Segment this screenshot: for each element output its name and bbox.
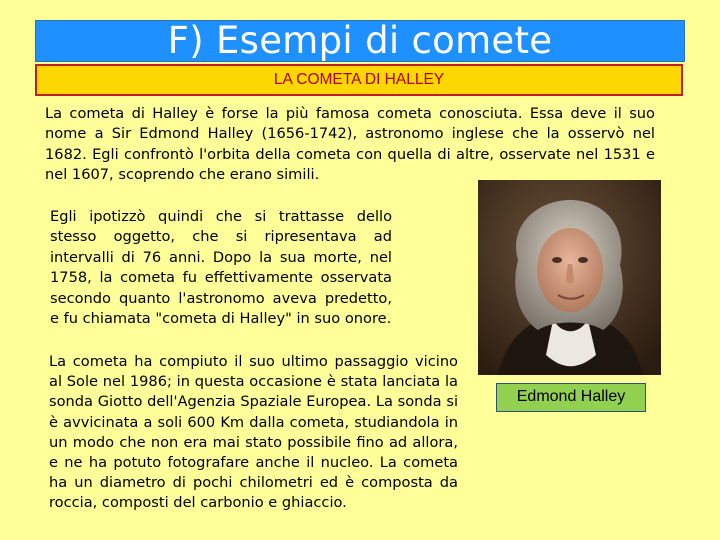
title-bar — [35, 20, 685, 62]
portrait-caption: Edmond Halley — [496, 383, 646, 412]
paragraph-intro: La cometa di Halley è forse la più famosa cometa conosciuta. Essa deve il suo nome a Sir Edmond Halley (1656-1742), astronomo inglese che la osservò nel 1682. Egli confrontò l'orbita della cometa con quella di altre, osservate nel 1531 e nel 1607, scoprendo che erano simili. — [45, 105, 655, 184]
halley-portrait-image — [478, 180, 661, 375]
page-title: F) Esempi di comete — [167, 19, 553, 62]
paragraph-hypothesis: Egli ipotizzò quindi che si trattasse dello stesso oggetto, che si ripresentava ad intervalli di 76 anni. Dopo la sua morte, nel 1758, la cometa fu effettivamente osservata secondo quanto l'astronomo aveva predetto, e fu chiamata "cometa di Halley" in suo onore. — [50, 208, 392, 328]
section-heading: LA COMETA DI HALLEY — [273, 71, 445, 88]
paragraph-giotto: La cometa ha compiuto il suo ultimo passaggio vicino al Sole nel 1986; in questa occasione è stata lanciata la sonda Giotto dell'Agenzia Spaziale Europea. La sonda si è avvicinata a soli 600 Km dalla cometa, studiandola in un modo che non era mai stato possibile fino ad allora, e ne ha potuto fotografare anche il nucleo. La cometa ha un diametro di pochi chilometri ed è composta da roccia, composti del carbonio e ghiaccio. — [49, 353, 458, 512]
subtitle-bar — [35, 64, 683, 96]
